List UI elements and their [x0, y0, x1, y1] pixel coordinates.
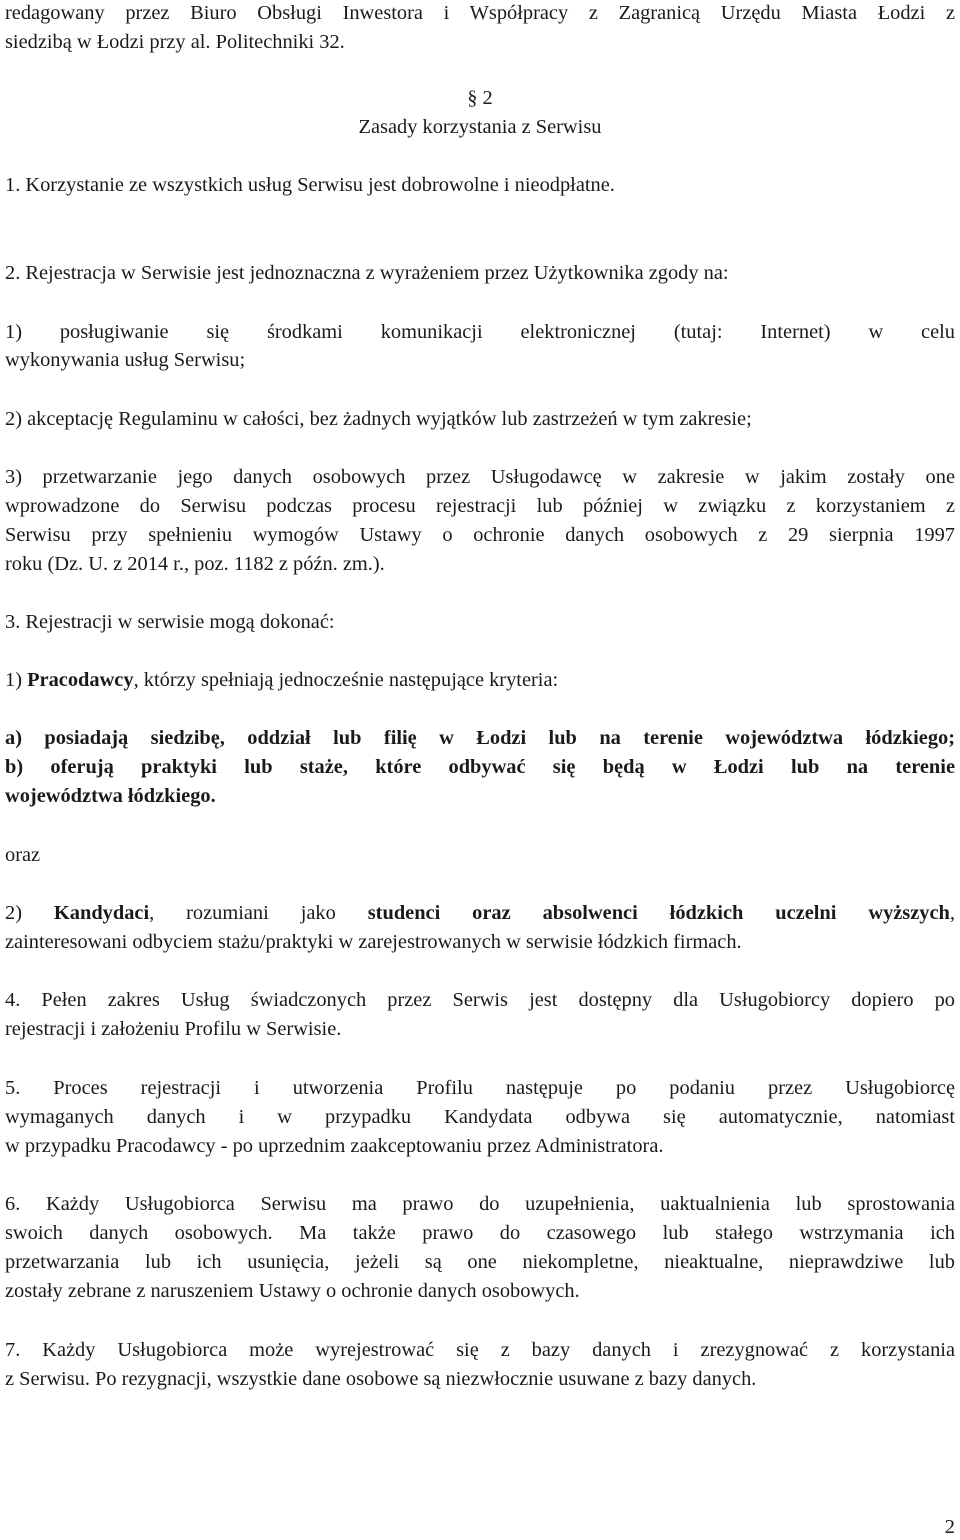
- paragraph-3: 3. Rejestracji w serwisie mogą dokonać:: [5, 611, 335, 633]
- oraz-text: oraz: [5, 844, 41, 866]
- item-3-2-end: ,: [949, 902, 955, 924]
- item-3-2-prefix: 2): [5, 902, 54, 924]
- criterion-b-line-2: województwa łódzkiego.: [5, 785, 216, 807]
- intro-line-2: siedzibą w Łodzi przy al. Politechniki 32.: [5, 31, 345, 53]
- item-3-2-bold-2: studenci oraz absolwenci łódzkich uczelni wyższych: [367, 902, 950, 924]
- paragraph-5-line-3: w przypadku Pracodawcy - po uprzednim zaakceptowaniu przez Administratora.: [5, 1135, 664, 1157]
- item-3-1-rest: , którzy spełniają jednocześnie następujące kryteria:: [133, 669, 559, 691]
- item-2-3-line-3: Serwisu przy spełnieniu wymogów Ustawy o ochronie danych osobowych z 29 sierpnia 1997: [5, 524, 955, 546]
- item-3-2-mid: , rozumiani jako: [149, 902, 368, 924]
- paragraph-1: 1. Korzystanie ze wszystkich usług Serwisu jest dobrowolne i nieodpłatne.: [5, 174, 615, 196]
- paragraph-6-line-4: zostały zebrane z naruszeniem Ustawy o ochronie danych osobowych.: [5, 1280, 580, 1302]
- section-number: § 2: [467, 87, 493, 109]
- paragraph-7-line-1: 7. Każdy Usługobiorca może wyrejestrować się z bazy danych i zrezygnować z korzystania: [5, 1339, 955, 1361]
- criterion-a: a) posiadają siedzibę, oddział lub filię w Łodzi lub na terenie województwa łódzkiego;: [5, 727, 955, 749]
- paragraph-6-line-3: przetwarzania lub ich usunięcia, jeżeli są one niekompletne, nieaktualne, nieprawdziwe lub: [5, 1251, 955, 1273]
- paragraph-7-line-2: z Serwisu. Po rezygnacji, wszystkie dane osobowe są niezwłocznie usuwane z bazy danych.: [5, 1368, 757, 1390]
- paragraph-5-line-2: wymaganych danych i w przypadku Kandydata odbywa się automatycznie, natomiast: [5, 1106, 955, 1128]
- item-2-3-line-1: 3) przetwarzanie jego danych osobowych przez Usługodawcę w zakresie w jakim zostały one: [5, 466, 955, 488]
- item-3-2-bold-1: Kandydaci: [53, 902, 150, 924]
- item-3-1: [5, 667, 558, 693]
- section-title: Zasady korzystania z Serwisu: [358, 116, 602, 138]
- item-2-1-line-2: wykonywania usług Serwisu;: [5, 349, 246, 371]
- paragraph-6-line-1: 6. Każdy Usługobiorca Serwisu ma prawo do uzupełnienia, uaktualnienia lub sprostowania: [5, 1193, 955, 1215]
- item-3-2-line-2: zainteresowani odbyciem stażu/praktyki w zarejestrowanych w serwisie łódzkich firmach.: [5, 931, 742, 953]
- item-2-1-line-1: 1) posługiwanie się środkami komunikacji elektronicznej (tutaj: Internet) w celu: [5, 321, 955, 343]
- item-2-3-line-4: roku (Dz. U. z 2014 r., poz. 1182 z późn. zm.).: [5, 553, 385, 575]
- item-3-2-line-1: [5, 900, 955, 926]
- paragraph-6-line-2: swoich danych osobowych. Ma także prawo do czasowego lub stałego wstrzymania ich: [5, 1222, 955, 1244]
- item-3-1-bold: Pracodawcy: [27, 669, 134, 691]
- paragraph-2: 2. Rejestracja w Serwisie jest jednoznaczna z wyrażeniem przez Użytkownika zgody na:: [5, 262, 729, 284]
- paragraph-5-line-1: 5. Proces rejestracji i utworzenia Profilu następuje po podaniu przez Usługobiorcę: [5, 1077, 955, 1099]
- item-2-2: 2) akceptację Regulaminu w całości, bez żadnych wyjątków lub zastrzeżeń w tym zakresie;: [5, 408, 752, 430]
- criterion-b-line-1: b) oferują praktyki lub staże, które odbywać się będą w Łodzi lub na terenie: [5, 756, 955, 778]
- item-2-3-line-2: wprowadzone do Serwisu podczas procesu rejestracji lub później w związku z korzystaniem z: [5, 495, 955, 517]
- intro-line-1: redagowany przez Biuro Obsługi Inwestora i Współpracy z Zagranicą Urzędu Miasta Łodzi z: [5, 2, 955, 24]
- paragraph-4-line-2: rejestracji i założeniu Profilu w Serwisie.: [5, 1018, 342, 1040]
- page-number: 2: [944, 1516, 955, 1538]
- paragraph-4-line-1: 4. Pełen zakres Usług świadczonych przez Serwis jest dostępny dla Usługobiorcy dopiero po: [5, 989, 955, 1011]
- item-3-1-prefix: 1): [5, 669, 28, 691]
